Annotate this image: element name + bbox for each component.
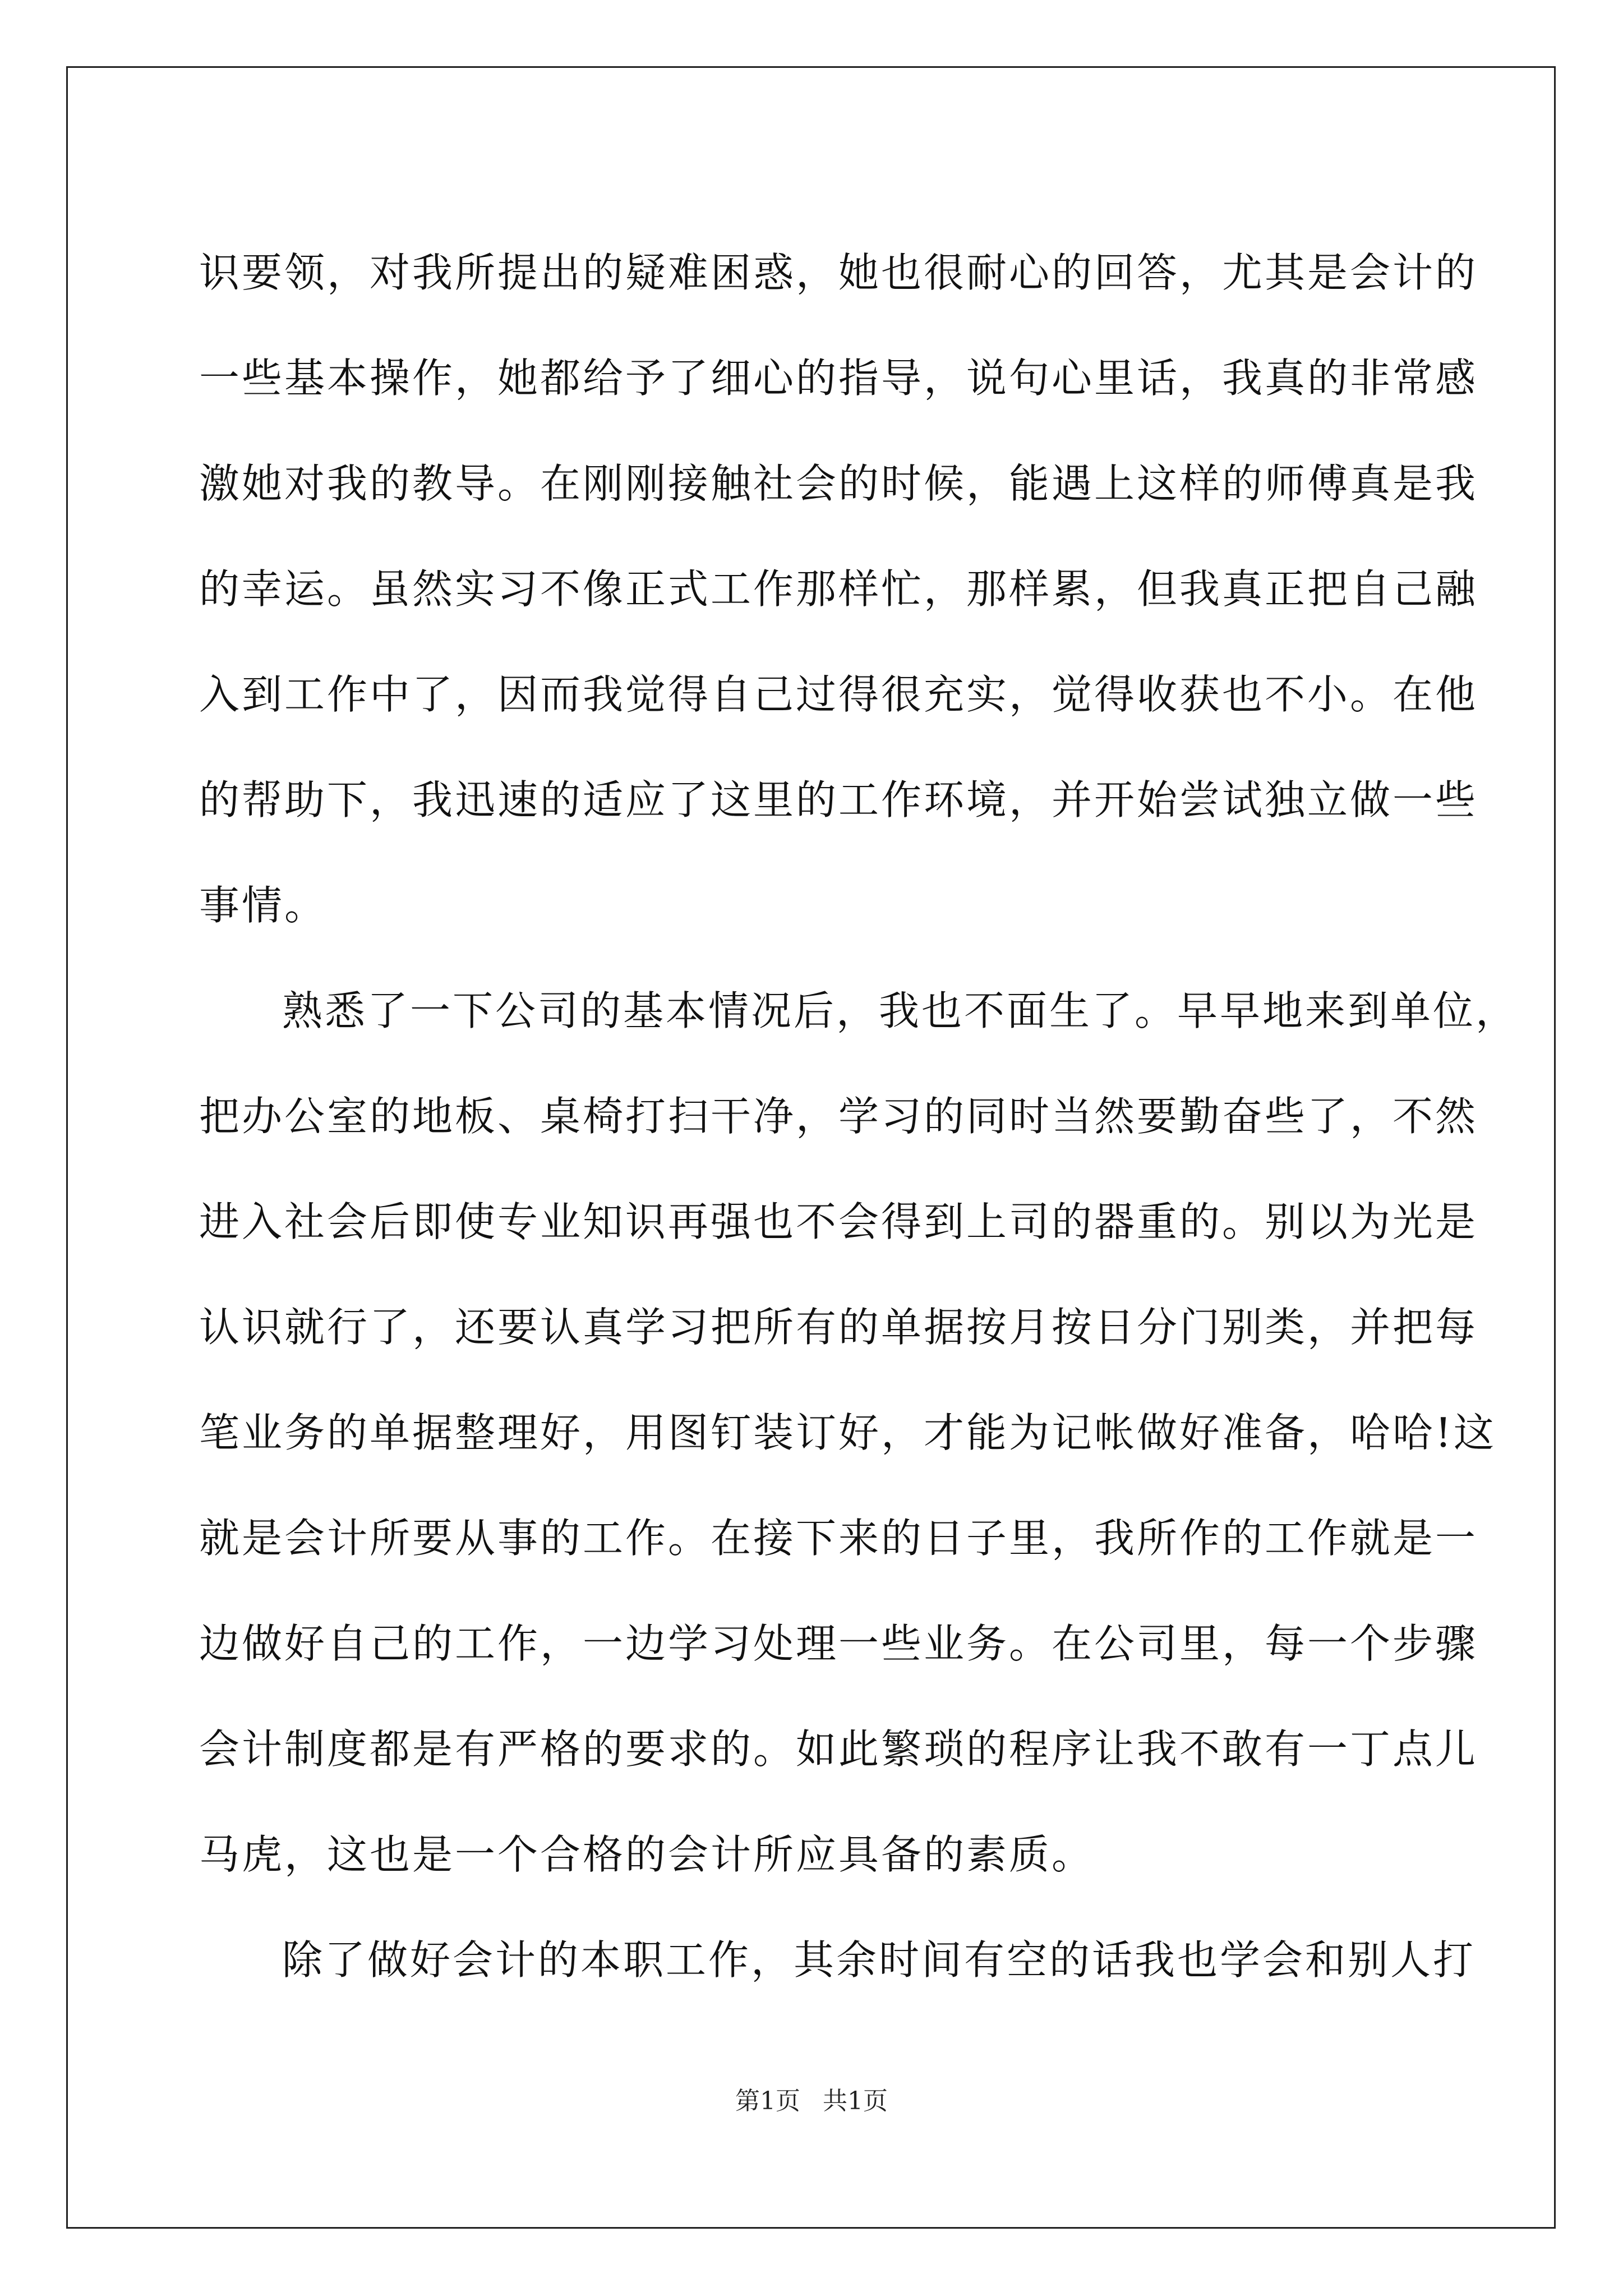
text-line: 会计制度都是有严格的要求的。如此繁琐的程序让我不敢有一丁点儿	[199, 1726, 1478, 1773]
text-line: 的幸运。虽然实习不像正式工作那样忙，那样累，但我真正把自己融	[199, 565, 1478, 613]
text-line: 事情。	[199, 882, 328, 929]
document-body	[199, 220, 1519, 2013]
page-total: 共1页	[823, 2087, 888, 2115]
text-line: 笔业务的单据整理好，用图钉装订好，才能为记帐做好准备，哈哈!这	[199, 1409, 1496, 1456]
page-footer	[0, 2085, 1623, 2118]
paragraph-first-line: 除了做好会计的本职工作，其余时间有空的话我也学会和别人打	[282, 1936, 1476, 1984]
text-line: 进入社会后即使专业知识再强也不会得到上司的器重的。别以为光是	[199, 1198, 1478, 1245]
paragraph-first-line: 熟悉了一下公司的基本情况后，我也不面生了。早早地来到单位，	[282, 987, 1519, 1034]
page-number: 第1页	[735, 2087, 800, 2115]
text-line: 边做好自己的工作，一边学习处理一些业务。在公司里，每一个步骤	[199, 1620, 1478, 1667]
text-line: 激她对我的教导。在刚刚接触社会的时候，能遇上这样的师傅真是我	[199, 460, 1478, 507]
text-line: 一些基本操作，她都给予了细心的指导，说句心里话，我真的非常感	[199, 355, 1478, 402]
text-line: 认识就行了，还要认真学习把所有的单据按月按日分门别类，并把每	[199, 1304, 1478, 1351]
text-line: 就是会计所要从事的工作。在接下来的日子里，我所作的工作就是一	[199, 1515, 1478, 1562]
text-line: 识要领，对我所提出的疑难困惑，她也很耐心的回答，尤其是会计的	[199, 249, 1478, 296]
text-line: 入到工作中了，因而我觉得自己过得很充实，觉得收获也不小。在他	[199, 671, 1478, 718]
text-line: 马虎，这也是一个合格的会计所应具备的素质。	[199, 1831, 1095, 1878]
text-line: 把办公室的地板、桌椅打扫干净，学习的同时当然要勤奋些了，不然	[199, 1093, 1478, 1140]
text-line: 的帮助下，我迅速的适应了这里的工作环境，并开始尝试独立做一些	[199, 776, 1478, 823]
